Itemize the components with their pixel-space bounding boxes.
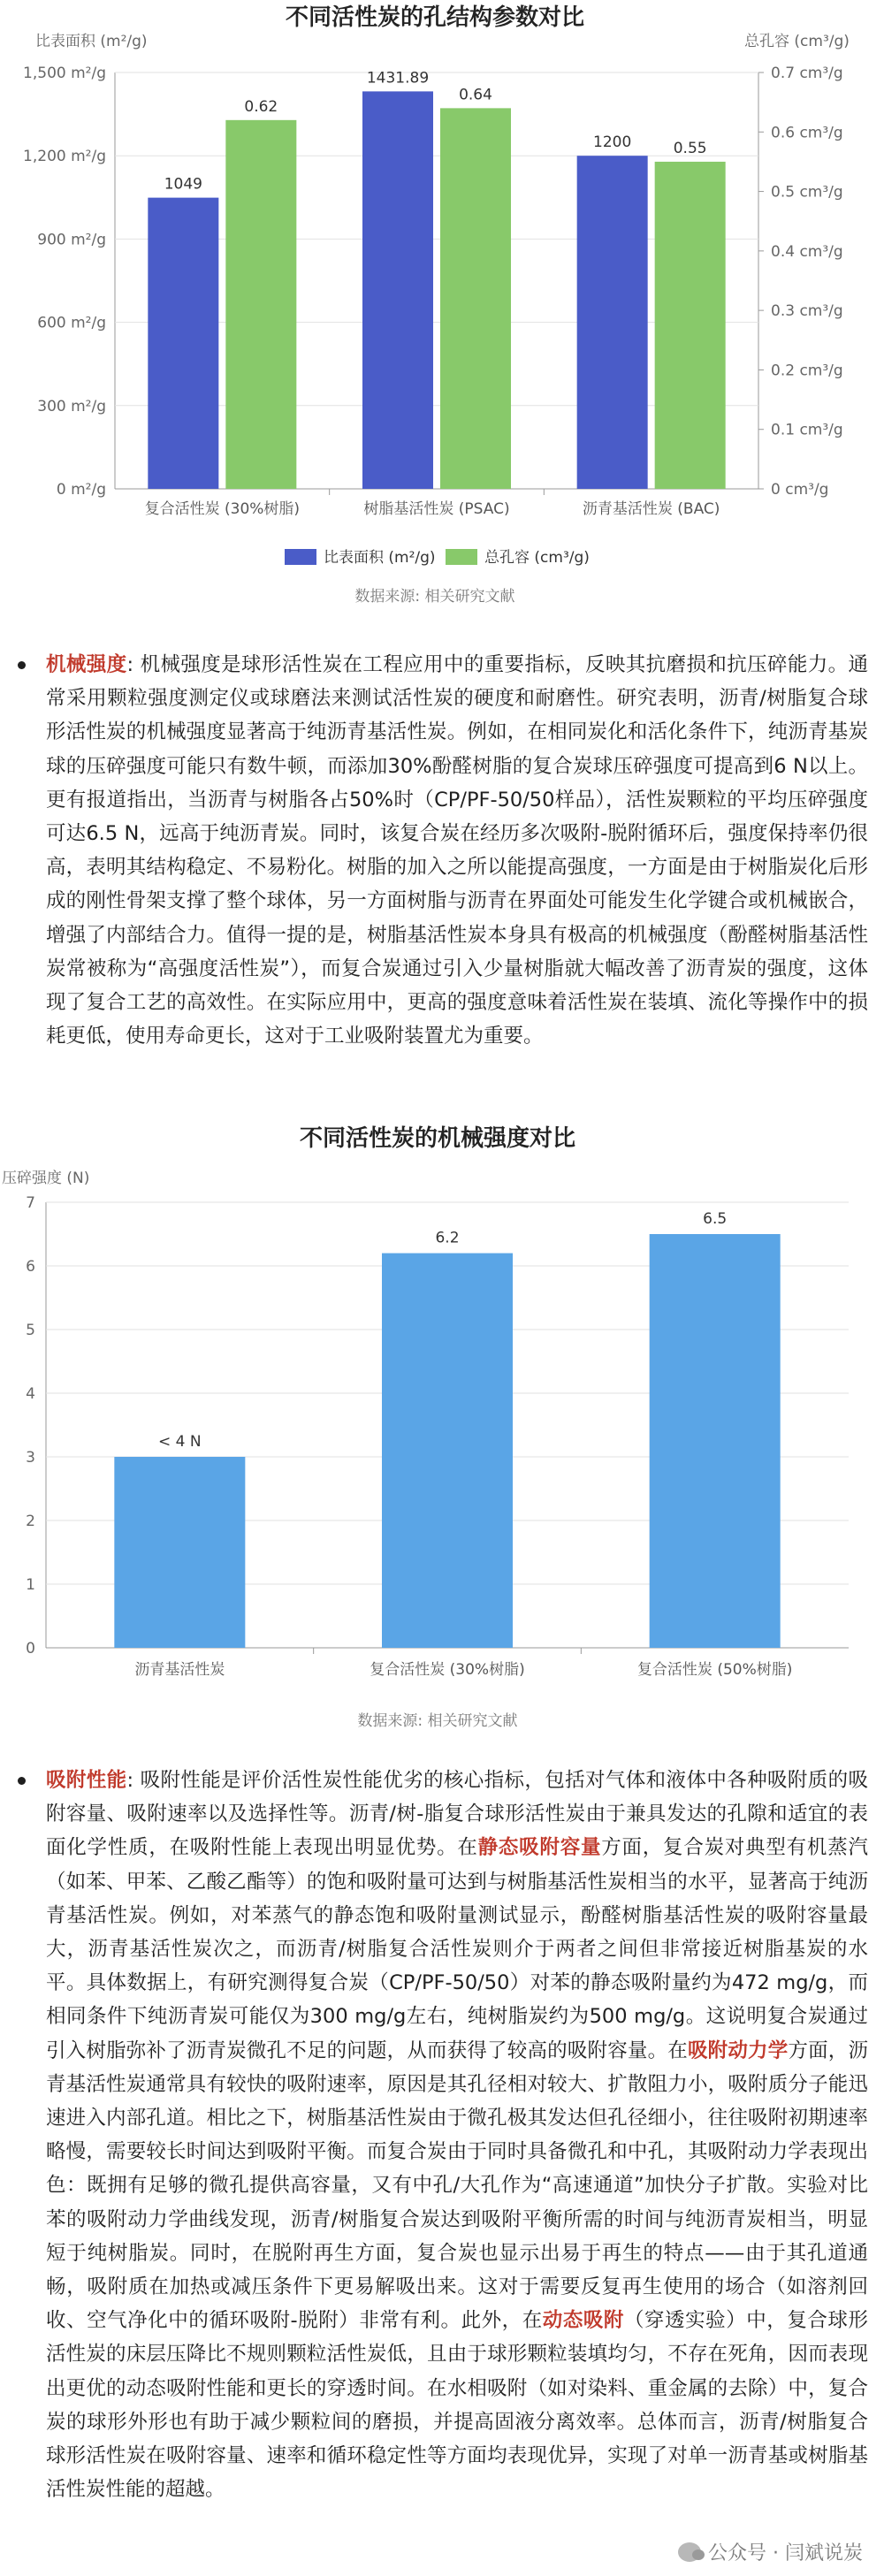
y-tick-label-right: 0.3 cm³/g	[771, 302, 843, 321]
y-tick-label: 6	[26, 1258, 35, 1276]
legend-swatch-surface-area	[285, 549, 316, 565]
chart-source: 数据来源: 相关研究文献	[357, 1712, 518, 1730]
bars	[114, 1210, 780, 1648]
mechanical-strength-chart-svg	[0, 1116, 884, 1740]
mechanical-strength-chart	[0, 1116, 884, 1740]
data-label: 6.2	[435, 1229, 460, 1247]
y-tick-label: 1	[26, 1576, 35, 1594]
y-axis-label: 压碎强度 (N)	[2, 1170, 90, 1187]
bar	[440, 108, 511, 489]
data-label: 0.64	[459, 86, 492, 104]
paragraph-text: 方面，沥青基活性炭通常具有较快的吸附速率，原因是其孔径相对较大、扩散阻力小，吸附质分子能迅速进入内部孔道。相比之下，树脂基活性炭由于微孔极其发达但孔径细小，往往吸附初期速率略慢，需要较长时间达到吸附平衡。而复合炭由于同时具备微孔和中孔，其吸附动力学表现出色：既拥有足够的微孔提供高容量，又有中孔/大孔作为“高速通道”加快分子扩散。实验对比苯的吸附动力学曲线发现，沥青/树脂复合炭达到吸附平衡所需的时间与纯沥青炭相当，明显短于纯树脂炭。同时，在脱附再生方面，复合炭也显示出易于再生的特点——由于其孔道通畅，吸附质在加热或减压条件下更易解吸出来。这对于需要反复再生使用的场合（如溶剂回收、空气净化中的循环吸附-脱附）非常有利。此外，在	[46, 2039, 868, 2333]
y-tick-label: 5	[26, 1322, 35, 1339]
bar	[577, 156, 648, 489]
pore-structure-chart	[0, 0, 884, 619]
bar	[655, 162, 726, 489]
highlight-dynamic-adsorption: 动态吸附	[542, 2309, 624, 2333]
y-tick-label-left: 1,500 m²/g	[23, 65, 106, 82]
data-label: 1431.89	[366, 69, 430, 88]
y-tick-label-left: 1,200 m²/g	[23, 148, 106, 166]
x-tick-label: 复合活性炭 (30%树脂)	[144, 500, 301, 518]
data-label: 0.55	[673, 139, 707, 157]
paragraph-text: 方面，复合炭对典型有机蒸汽（如苯、甲苯、乙酸乙酯等）的饱和吸附量可达到与树脂基活性炭相当的水平，显著高于纯沥青基活性炭。例如，对苯蒸气的静态饱和吸附量测试显示，酚醛树脂基活性炭的吸附容量最大，沥青基活性炭次之，而沥青/树脂复合活性炭则介于两者之间但非常接近树脂基炭的水平。具体数据上，有研究测得复合炭（CP/PF-50/50）对苯的静态吸附量约为472 mg/g，而相同条件下纯沥青炭可能仅为300 mg/g左右，纯树脂炭约为500 mg/g。这说明复合炭通过引入树脂弥补了沥青炭微孔不足的问题，从而获得了较高的吸附容量。在	[46, 1836, 868, 2062]
keyword-mechanical-strength: 机械强度	[46, 653, 127, 676]
y-axis-label-right: 总孔容 (cm³/g)	[744, 33, 850, 50]
data-label: < 4 N	[158, 1433, 202, 1451]
y-tick-label-right: 0.2 cm³/g	[771, 362, 843, 380]
mechanical-strength-paragraph	[46, 648, 868, 1053]
chart-title: 不同活性炭的孔结构参数对比	[285, 4, 585, 31]
y-tick-label-left: 0 m²/g	[56, 481, 106, 499]
bar	[382, 1254, 513, 1648]
y-tick-label-right: 0.5 cm³/g	[771, 183, 843, 202]
pore-structure-chart-svg	[0, 0, 884, 619]
y-tick-label-left: 600 m²/g	[37, 314, 106, 332]
watermark-text: 公众号 · 闫斌说炭	[708, 2542, 863, 2565]
y-tick-label: 4	[26, 1385, 35, 1403]
data-label: 1049	[164, 175, 202, 194]
y-tick-label-right: 0.1 cm³/g	[771, 421, 843, 439]
y-tick-label-right: 0.4 cm³/g	[771, 242, 843, 261]
adsorption-performance-paragraph	[46, 1764, 868, 2506]
paragraph-text: （穿透实验）中，复合球形活性炭的床层压降比不规则颗粒活性炭低，且由于球形颗粒装填均匀，不存在死角，因而表现出更优的动态吸附性能和更长的穿透时间。在水相吸附（如对染料、重金属的去除）中，复合炭的球形外形也有助于减少颗粒间的磨损，并提高固液分离效率。总体而言，沥青/树脂复合球形活性炭在吸附容量、速率和循环稳定性等方面均表现优异，实现了对单一沥青基或树脂基活性炭性能的超越。	[46, 2309, 868, 2502]
y-tick-label: 7	[26, 1194, 35, 1212]
x-tick-label: 树脂基活性炭 (PSAC)	[363, 500, 510, 518]
x-tick-label: 沥青基活性炭 (BAC)	[582, 500, 720, 518]
bullet-dot	[18, 661, 26, 669]
y-tick-label-left: 300 m²/g	[37, 397, 106, 415]
legend	[285, 549, 590, 567]
bar	[362, 91, 433, 489]
bar	[114, 1457, 245, 1648]
legend-label-pore-volume: 总孔容 (cm³/g)	[484, 549, 590, 567]
y-tick-label-right: 0.6 cm³/g	[771, 124, 843, 142]
paragraph-text: : 吸附性能是评价活性炭性能优劣的核心指标，包括对气体和液体中各种吸附质的吸附容量、吸附速率以及选择性等。沥青/树-脂复合球形活性炭由于兼具发达的孔隙和适宜的表面化学性质，在吸附性能上表现出明显优势。在	[46, 1769, 868, 1860]
chart-title: 不同活性炭的机械强度对比	[299, 1125, 576, 1152]
bars	[148, 69, 725, 489]
legend-label-surface-area: 比表面积 (m²/g)	[324, 549, 436, 567]
y-tick-label-left: 900 m²/g	[37, 231, 106, 249]
x-tick-label: 复合活性炭 (50%树脂)	[636, 1661, 793, 1679]
data-label: 1200	[593, 133, 632, 152]
y-tick-label: 2	[26, 1513, 35, 1530]
bullet-dot	[18, 1777, 26, 1785]
bar	[148, 198, 218, 489]
y-tick-label-right: 0.7 cm³/g	[771, 65, 843, 82]
legend-swatch-pore-volume	[446, 549, 477, 565]
y-tick-label: 3	[26, 1449, 35, 1467]
paragraph-text: : 机械强度是球形活性炭在工程应用中的重要指标，反映其抗磨损和抗压碎能力。通常采用颗粒强度测定仪或球磨法来测试活性炭的硬度和耐磨性。研究表明，沥青/树脂复合球形活性炭的机械强度显著高于纯沥青基活性炭。例如，在相同炭化和活化条件下，纯沥青基炭球的压碎强度可能只有数牛顿，而添加30%酚醛树脂的复合炭球压碎强度可提高到6 N以上。更有报道指出，当沥青与树脂各占50%时（CP/PF-50/50样品），活性炭颗粒的平均压碎强度可达6.5 N，远高于纯沥青炭。同时，该复合炭在经历多次吸附-脱附循环后，强度保持率仍很高，表明其结构稳定、不易粉化。树脂的加入之所以能提高强度，一方面是由于树脂炭化后形成的刚性骨架支撑了整个球体，另一方面树脂与沥青在界面处可能发生化学键合或机械嵌合，增强了内部结合力。值得一提的是，树脂基活性炭本身具有极高的机械强度（酚醛树脂基活性炭常被称为“高强度活性炭”），而复合炭通过引入少量树脂就大幅改善了沥青炭的强度，这体现了复合工艺的高效性。在实际应用中，更高的强度意味着活性炭在装填、流化等操作中的损耗更低，使用寿命更长，这对于工业吸附装置尤为重要。	[46, 653, 868, 1048]
bar	[225, 120, 296, 489]
bar	[650, 1234, 781, 1648]
data-label: 0.62	[244, 97, 278, 116]
wechat-icon	[678, 2542, 701, 2562]
x-tick-label: 沥青基活性炭	[134, 1661, 225, 1679]
y-axis-label-left: 比表面积 (m²/g)	[35, 33, 148, 50]
highlight-static-adsorption: 静态吸附容量	[477, 1836, 602, 1860]
chart-source: 数据来源: 相关研究文献	[354, 588, 515, 606]
data-label: 6.5	[703, 1210, 728, 1228]
y-tick-label: 0	[26, 1640, 35, 1658]
x-tick-label: 复合活性炭 (30%树脂)	[370, 1661, 525, 1679]
y-tick-label-right: 0 cm³/g	[771, 481, 829, 499]
highlight-adsorption-kinetics: 吸附动力学	[687, 2039, 789, 2062]
watermark	[678, 2538, 863, 2565]
keyword-adsorption-performance: 吸附性能	[46, 1769, 127, 1792]
